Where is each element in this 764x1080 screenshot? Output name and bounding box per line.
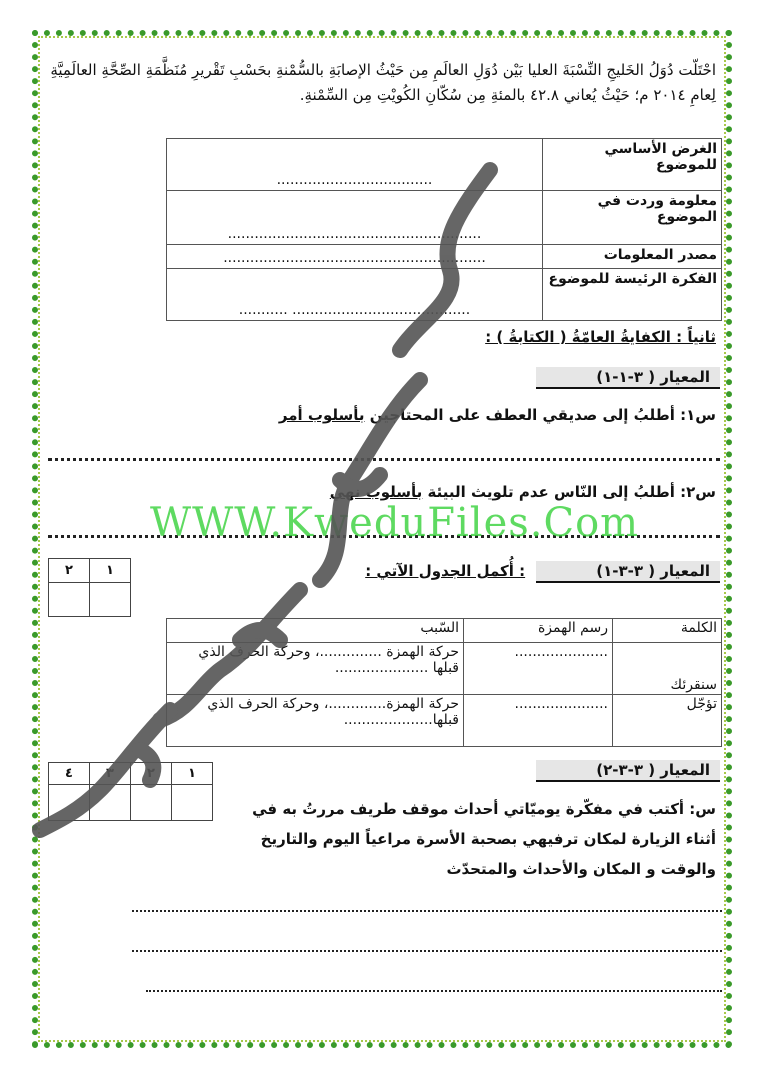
table1-label: مصدر المعلومات bbox=[543, 245, 722, 269]
table1-label: الفكرة الرئيسة للموضوع bbox=[543, 269, 722, 321]
intro-paragraph: احْتَلّت دُوَلُ الخَليجِ النِّسْبَةَ العليا بَيْن دُوَلِ العالَمِ مِن حَيْثُ الإصابَةِ بالسُّمْنةِ بحَسْبِ تَقْريرِ مُنَظَّمَةِ الصِّحَّةِ العالَمِيَّةِ لِعامِ ٢٠١٤ م؛ حَيْثُ يُعاني ٤٢.٨ بالمئةِ مِن سُكّانِ الكُويْتِ مِن السِّمْنةِ. bbox=[50, 61, 716, 104]
watermark: WWW.KweduFiles.Com bbox=[150, 500, 640, 546]
score-grid-header: ٣ bbox=[90, 763, 131, 785]
table2-shape[interactable]: ..................... bbox=[464, 695, 613, 747]
standard-1-label: المعيار ( ٣-١-١) bbox=[536, 367, 720, 389]
answer-line-3[interactable] bbox=[132, 910, 722, 912]
score-grid-header: ٢ bbox=[49, 559, 90, 583]
answer-line-4[interactable] bbox=[132, 950, 722, 952]
standard-2-task: : أُكمل الجدول الآتي : bbox=[365, 562, 526, 580]
table2-word: سنقرئك bbox=[613, 643, 722, 695]
table1-label: الغرض الأساسي للموضوع bbox=[543, 139, 722, 191]
table1-answer[interactable]: ........................................ ........... bbox=[167, 269, 543, 321]
table2-shape[interactable]: ..................... bbox=[464, 643, 613, 695]
question-1-style: بأسلوب أمر bbox=[278, 406, 365, 424]
signature-watermark bbox=[20, 150, 580, 850]
table2-header: الكلمة bbox=[613, 619, 722, 643]
score-grid-header: ١ bbox=[90, 559, 131, 583]
question-1-text: س١: أطلبُ إلى صديقي العطف على المحتاجين bbox=[364, 406, 716, 424]
standard-2-label: المعيار ( ٣-٣-١) bbox=[536, 561, 720, 583]
table2-reason[interactable]: حركة الهمزة.............، وحركة الحرف الذي قبلها.................... bbox=[167, 695, 464, 747]
score-grid-header: ٢ bbox=[131, 763, 172, 785]
table1-label: معلومة وردت في الموضوع bbox=[543, 191, 722, 245]
table1-answer[interactable]: ........................................................... bbox=[167, 245, 543, 269]
question-2-style: بأسلوب نهي bbox=[329, 483, 423, 501]
question-3: س: أكتب في مفكّرة يوميّاتي أحداث موقف طريف مررتُ به في أثناء الزيارة لمكان ترفيهي بصحبة الأسرة مراعياً اليوم والتاريخ والوقت و المكان والأحداث والمتحدّث bbox=[252, 800, 716, 878]
table2-header: السّبب bbox=[167, 619, 464, 643]
section2-title: ثانياً : الكفايةُ العامّةُ ( الكتابةُ ) : bbox=[485, 328, 716, 346]
question-2-text: س٢: أطلبُ إلى النّاس عدم تلويث البيئة bbox=[422, 483, 716, 501]
table2-header: رسم الهمزة bbox=[464, 619, 613, 643]
table2-reason[interactable]: حركة الهمزة ..............، وحركة الحرف الذي قبلها ..................... bbox=[167, 643, 464, 695]
score-grid-header: ١ bbox=[172, 763, 213, 785]
table1-answer[interactable]: ......................................................... bbox=[167, 191, 543, 245]
standard-3-label: المعيار ( ٣-٣-٢) bbox=[536, 760, 720, 782]
score-grid-header: ٤ bbox=[49, 763, 90, 785]
table1-answer[interactable]: ................................... bbox=[167, 139, 543, 191]
table2-word: تؤجّل bbox=[613, 695, 722, 747]
answer-line-5[interactable] bbox=[146, 990, 722, 992]
